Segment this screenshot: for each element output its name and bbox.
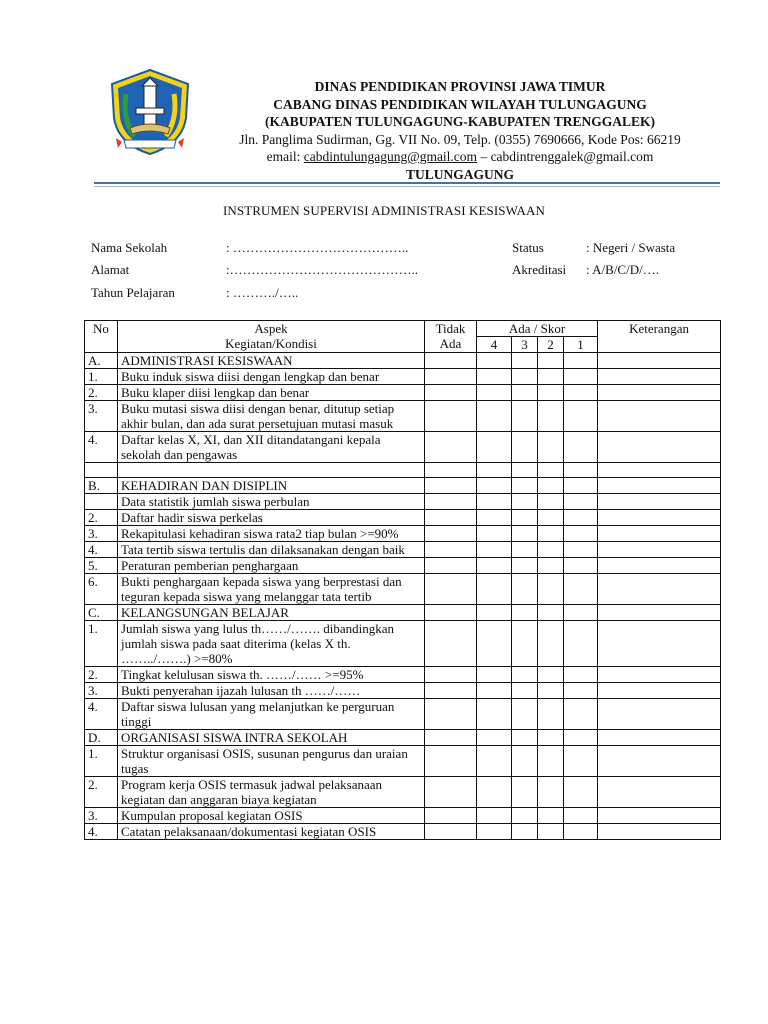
document-title: INSTRUMEN SUPERVISI ADMINISTRASI KESISWAAN — [222, 203, 546, 218]
not-present-cell[interactable] — [425, 510, 477, 526]
score-4-cell[interactable] — [477, 478, 512, 494]
remarks-cell[interactable] — [598, 605, 721, 621]
score-1-cell[interactable] — [564, 667, 598, 683]
score-3-cell[interactable] — [512, 558, 538, 574]
row-number: 1. — [85, 369, 118, 385]
email-trenggalek: cabdintrenggalek@gmail.com — [490, 149, 654, 164]
score-2-cell[interactable] — [538, 542, 564, 558]
letterhead — [200, 78, 720, 183]
score-1-cell[interactable] — [564, 542, 598, 558]
not-present-cell[interactable] — [425, 353, 477, 369]
row-aspect-text: ADMINISTRASI KESISWAAN — [118, 353, 425, 369]
score-3-cell[interactable] — [512, 542, 538, 558]
table-row — [85, 746, 721, 777]
score-1-cell[interactable] — [564, 777, 598, 808]
table-row — [85, 730, 721, 746]
remarks-cell[interactable] — [598, 683, 721, 699]
row-aspect-text: Peraturan pemberian penghargaan — [118, 558, 425, 574]
row-aspect-text: Daftar kelas X, XI, dan XII ditandatangani kepala sekolah dan pengawas — [118, 432, 425, 463]
table-row — [85, 699, 721, 730]
remarks-cell[interactable] — [598, 432, 721, 463]
row-number: A. — [85, 353, 118, 369]
table-row — [85, 526, 721, 542]
row-aspect-text: Catatan pelaksanaan/dokumentasi kegiatan OSIS — [118, 824, 425, 840]
row-aspect-text: Kumpulan proposal kegiatan OSIS — [118, 808, 425, 824]
not-present-cell[interactable] — [425, 808, 477, 824]
score-4-cell[interactable] — [477, 621, 512, 667]
score-2-cell[interactable] — [538, 478, 564, 494]
score-3-cell[interactable] — [512, 746, 538, 777]
score-2-cell[interactable] — [538, 621, 564, 667]
row-number: 2. — [85, 510, 118, 526]
score-2-cell[interactable] — [538, 494, 564, 510]
score-3-cell[interactable] — [512, 605, 538, 621]
row-number: D. — [85, 730, 118, 746]
not-present-cell[interactable] — [425, 369, 477, 385]
score-1-cell[interactable] — [564, 401, 598, 432]
row-aspect-text — [118, 463, 425, 478]
table-row — [85, 401, 721, 432]
table-row — [85, 463, 721, 478]
not-present-cell[interactable] — [425, 605, 477, 621]
score-4-cell[interactable] — [477, 605, 512, 621]
score-4-cell[interactable] — [477, 683, 512, 699]
score-2-cell[interactable] — [538, 824, 564, 840]
score-4-cell[interactable] — [477, 542, 512, 558]
col-not-present-line1: Tidak — [435, 321, 466, 336]
score-3-cell[interactable] — [512, 463, 538, 478]
row-aspect-text: Daftar siswa lulusan yang melanjutkan ke perguruan tinggi — [118, 699, 425, 730]
score-2-cell[interactable] — [538, 808, 564, 824]
score-4-cell[interactable] — [477, 401, 512, 432]
table-row — [85, 777, 721, 808]
score-4-cell[interactable] — [477, 808, 512, 824]
remarks-cell[interactable] — [598, 542, 721, 558]
table-row — [85, 385, 721, 401]
score-4-cell[interactable] — [477, 353, 512, 369]
score-2-cell[interactable] — [538, 777, 564, 808]
score-4-cell[interactable] — [477, 526, 512, 542]
score-2-cell[interactable] — [538, 574, 564, 605]
score-3-cell[interactable] — [512, 824, 538, 840]
score-2-header: 2 — [538, 337, 564, 353]
score-4-header: 4 — [477, 337, 512, 353]
not-present-cell[interactable] — [425, 432, 477, 463]
table-row — [85, 667, 721, 683]
letterhead-email — [200, 148, 720, 166]
table-body — [85, 353, 721, 840]
score-4-cell[interactable] — [477, 432, 512, 463]
col-score-header: Ada / Skor — [477, 321, 598, 337]
score-3-cell[interactable] — [512, 808, 538, 824]
not-present-cell[interactable] — [425, 667, 477, 683]
score-1-cell[interactable] — [564, 478, 598, 494]
row-aspect-text: Program kerja OSIS termasuk jadwal pelaksanaan kegiatan dan anggaran biaya kegiatan — [118, 777, 425, 808]
remarks-cell[interactable] — [598, 667, 721, 683]
score-3-cell[interactable] — [512, 730, 538, 746]
row-number: 2. — [85, 667, 118, 683]
score-1-cell[interactable] — [564, 574, 598, 605]
table-header-row — [85, 321, 721, 337]
table-row — [85, 432, 721, 463]
score-2-cell[interactable] — [538, 730, 564, 746]
letterhead-agency: DINAS PENDIDIKAN PROVINSI JAWA TIMUR — [314, 79, 606, 94]
remarks-cell[interactable] — [598, 385, 721, 401]
remarks-cell[interactable] — [598, 777, 721, 808]
remarks-cell[interactable] — [598, 478, 721, 494]
col-aspect-header — [118, 321, 425, 353]
score-1-cell[interactable] — [564, 621, 598, 667]
score-4-cell[interactable] — [477, 574, 512, 605]
table-row — [85, 574, 721, 605]
row-aspect-text: Daftar hadir siswa perkelas — [118, 510, 425, 526]
row-number: 3. — [85, 401, 118, 432]
table-row — [85, 824, 721, 840]
score-2-cell[interactable] — [538, 746, 564, 777]
row-aspect-text: Buku klaper diisi lengkap dan benar — [118, 385, 425, 401]
score-4-cell[interactable] — [477, 558, 512, 574]
col-aspect-line1: Aspek — [254, 321, 288, 336]
remarks-cell[interactable] — [598, 730, 721, 746]
row-number: 6. — [85, 574, 118, 605]
supervision-table — [84, 320, 721, 840]
score-1-cell[interactable] — [564, 526, 598, 542]
score-3-cell[interactable] — [512, 432, 538, 463]
east-java-emblem-logo — [108, 68, 192, 156]
not-present-cell[interactable] — [425, 526, 477, 542]
score-3-cell[interactable] — [512, 401, 538, 432]
remarks-cell[interactable] — [598, 558, 721, 574]
not-present-cell[interactable] — [425, 621, 477, 667]
letterhead-branch: CABANG DINAS PENDIDIKAN WILAYAH TULUNGAGUNG — [273, 96, 647, 112]
row-aspect-text: Bukti penghargaan kepada siswa yang berprestasi dan teguran kepada siswa yang melanggar tata tertib — [118, 574, 425, 605]
score-3-cell[interactable] — [512, 369, 538, 385]
score-2-cell[interactable] — [538, 526, 564, 542]
score-4-cell[interactable] — [477, 824, 512, 840]
remarks-cell[interactable] — [598, 574, 721, 605]
not-present-cell[interactable] — [425, 777, 477, 808]
row-aspect-text: Struktur organisasi OSIS, susunan pengurus dan uraian tugas — [118, 746, 425, 777]
not-present-cell[interactable] — [425, 699, 477, 730]
col-not-present-line2: Ada — [439, 336, 462, 351]
status-value: : Negeri / Swasta — [586, 240, 676, 255]
score-1-cell[interactable] — [564, 494, 598, 510]
score-2-cell[interactable] — [538, 605, 564, 621]
score-1-cell[interactable] — [564, 385, 598, 401]
score-3-cell[interactable] — [512, 526, 538, 542]
score-2-cell[interactable] — [538, 401, 564, 432]
row-aspect-text: Buku mutasi siswa diisi dengan benar, ditutup setiap akhir bulan, dan ada surat persetujuan mutasi masuk — [118, 401, 425, 432]
row-number: C. — [85, 605, 118, 621]
table-row — [85, 808, 721, 824]
school-name-value: : ………………………………….. — [226, 240, 409, 255]
row-aspect-text: Tata tertib siswa tertulis dan dilaksanakan dengan baik — [118, 542, 425, 558]
not-present-cell[interactable] — [425, 824, 477, 840]
col-remarks-header: Keterangan — [598, 321, 721, 353]
not-present-cell[interactable] — [425, 730, 477, 746]
row-number: 3. — [85, 683, 118, 699]
not-present-cell[interactable] — [425, 401, 477, 432]
col-aspect-line2: Kegiatan/Kondisi — [225, 336, 317, 351]
row-number: 4. — [85, 699, 118, 730]
not-present-cell[interactable] — [425, 463, 477, 478]
row-number: 1. — [85, 746, 118, 777]
row-number: 4. — [85, 432, 118, 463]
not-present-cell[interactable] — [425, 478, 477, 494]
letterhead-region: (KABUPATEN TULUNGAGUNG-KABUPATEN TRENGGALEK) — [264, 114, 656, 129]
remarks-cell[interactable] — [598, 699, 721, 730]
table-row — [85, 494, 721, 510]
not-present-cell[interactable] — [425, 494, 477, 510]
score-2-cell[interactable] — [538, 353, 564, 369]
status-label: Status — [512, 240, 544, 255]
score-4-cell[interactable] — [477, 667, 512, 683]
row-aspect-text: ORGANISASI SISWA INTRA SEKOLAH — [118, 730, 425, 746]
row-aspect-text: Rekapitulasi kehadiran siswa rata2 tiap bulan >=90% — [118, 526, 425, 542]
table-row — [85, 605, 721, 621]
score-2-cell[interactable] — [538, 683, 564, 699]
score-1-cell[interactable] — [564, 558, 598, 574]
score-3-cell[interactable] — [512, 777, 538, 808]
score-3-cell[interactable] — [512, 683, 538, 699]
row-number — [85, 463, 118, 478]
row-aspect-text: Jumlah siswa yang lulus th……/……. dibandingkan jumlah siswa pada saat diterima (kelas X th. ……../…….) >=80% — [118, 621, 425, 667]
row-number: 4. — [85, 824, 118, 840]
score-4-cell[interactable] — [477, 777, 512, 808]
row-number: 5. — [85, 558, 118, 574]
email-prefix: email: — [266, 149, 304, 164]
score-4-cell[interactable] — [477, 730, 512, 746]
score-2-cell[interactable] — [538, 385, 564, 401]
accreditation-value: : A/B/C/D/…. — [586, 262, 659, 277]
score-3-cell[interactable] — [512, 699, 538, 730]
accreditation-label: Akreditasi — [512, 262, 567, 277]
score-3-cell[interactable] — [512, 478, 538, 494]
score-3-cell[interactable] — [512, 385, 538, 401]
score-1-cell[interactable] — [564, 746, 598, 777]
table-row — [85, 621, 721, 667]
score-1-cell[interactable] — [564, 605, 598, 621]
remarks-cell[interactable] — [598, 369, 721, 385]
remarks-cell[interactable] — [598, 353, 721, 369]
table-row — [85, 683, 721, 699]
score-2-cell[interactable] — [538, 463, 564, 478]
score-3-cell[interactable] — [512, 353, 538, 369]
row-number: 4. — [85, 542, 118, 558]
table-row — [85, 558, 721, 574]
score-2-cell[interactable] — [538, 667, 564, 683]
row-number: 1. — [85, 621, 118, 667]
score-4-cell[interactable] — [477, 746, 512, 777]
score-4-cell[interactable] — [477, 385, 512, 401]
score-1-cell[interactable] — [564, 353, 598, 369]
remarks-cell[interactable] — [598, 401, 721, 432]
not-present-cell[interactable] — [425, 542, 477, 558]
row-number: 2. — [85, 385, 118, 401]
score-1-cell[interactable] — [564, 808, 598, 824]
score-4-cell[interactable] — [477, 369, 512, 385]
score-1-header: 1 — [564, 337, 598, 353]
table-row — [85, 542, 721, 558]
remarks-cell[interactable] — [598, 494, 721, 510]
col-not-present-header — [425, 321, 477, 353]
school-year-value: : ………./….. — [226, 285, 299, 300]
remarks-cell[interactable] — [598, 746, 721, 777]
remarks-cell[interactable] — [598, 621, 721, 667]
score-1-cell[interactable] — [564, 432, 598, 463]
row-aspect-text: KEHADIRAN DAN DISIPLIN — [118, 478, 425, 494]
row-aspect-text: Tingkat kelulusan siswa th. ……/…… >=95% — [118, 667, 425, 683]
table-row — [85, 478, 721, 494]
score-2-cell[interactable] — [538, 558, 564, 574]
not-present-cell[interactable] — [425, 574, 477, 605]
not-present-cell[interactable] — [425, 746, 477, 777]
row-number: B. — [85, 478, 118, 494]
score-3-cell[interactable] — [512, 621, 538, 667]
remarks-cell[interactable] — [598, 526, 721, 542]
score-3-cell[interactable] — [512, 574, 538, 605]
header-divider-shadow — [94, 186, 720, 187]
row-number: 3. — [85, 808, 118, 824]
school-year-label: Tahun Pelajaran — [91, 285, 175, 300]
score-4-cell[interactable] — [477, 494, 512, 510]
table-row — [85, 510, 721, 526]
row-aspect-text: KELANGSUNGAN BELAJAR — [118, 605, 425, 621]
address-label: Alamat — [91, 262, 130, 277]
score-3-header: 3 — [512, 337, 538, 353]
score-2-cell[interactable] — [538, 432, 564, 463]
row-aspect-text: Bukti penyerahan ijazah lulusan th ……/…… — [118, 683, 425, 699]
score-2-cell[interactable] — [538, 510, 564, 526]
email-link-tulungagung[interactable]: cabdintulungagung@gmail.com — [303, 149, 478, 164]
score-1-cell[interactable] — [564, 369, 598, 385]
score-2-cell[interactable] — [538, 369, 564, 385]
not-present-cell[interactable] — [425, 558, 477, 574]
not-present-cell[interactable] — [425, 683, 477, 699]
not-present-cell[interactable] — [425, 385, 477, 401]
row-aspect-text: Data statistik jumlah siswa perbulan — [118, 494, 425, 510]
score-4-cell[interactable] — [477, 463, 512, 478]
row-number: 2. — [85, 777, 118, 808]
score-4-cell[interactable] — [477, 510, 512, 526]
table-row — [85, 369, 721, 385]
table-row — [85, 353, 721, 369]
row-number — [85, 494, 118, 510]
score-3-cell[interactable] — [512, 667, 538, 683]
score-1-cell[interactable] — [564, 510, 598, 526]
remarks-cell[interactable] — [598, 510, 721, 526]
score-1-cell[interactable] — [564, 824, 598, 840]
remarks-cell[interactable] — [598, 808, 721, 824]
col-no-header: No — [85, 321, 118, 353]
remarks-cell[interactable] — [598, 824, 721, 840]
score-3-cell[interactable] — [512, 510, 538, 526]
score-1-cell[interactable] — [564, 730, 598, 746]
score-2-cell[interactable] — [538, 699, 564, 730]
email-separator: – — [477, 149, 491, 164]
school-name-label: Nama Sekolah — [91, 240, 168, 255]
score-1-cell[interactable] — [564, 463, 598, 478]
remarks-cell[interactable] — [598, 463, 721, 478]
row-number: 3. — [85, 526, 118, 542]
header-divider — [94, 182, 720, 184]
score-4-cell[interactable] — [477, 699, 512, 730]
score-1-cell[interactable] — [564, 683, 598, 699]
letterhead-address: Jln. Panglima Sudirman, Gg. VII No. 09, Telp. (0355) 7690666, Kode Pos: 66219 — [239, 131, 681, 147]
score-1-cell[interactable] — [564, 699, 598, 730]
row-aspect-text: Buku induk siswa diisi dengan lengkap dan benar — [118, 369, 425, 385]
score-3-cell[interactable] — [512, 494, 538, 510]
address-value: :…………………………………….. — [226, 262, 419, 277]
letterhead-city: TULUNGAGUNG — [405, 166, 514, 182]
